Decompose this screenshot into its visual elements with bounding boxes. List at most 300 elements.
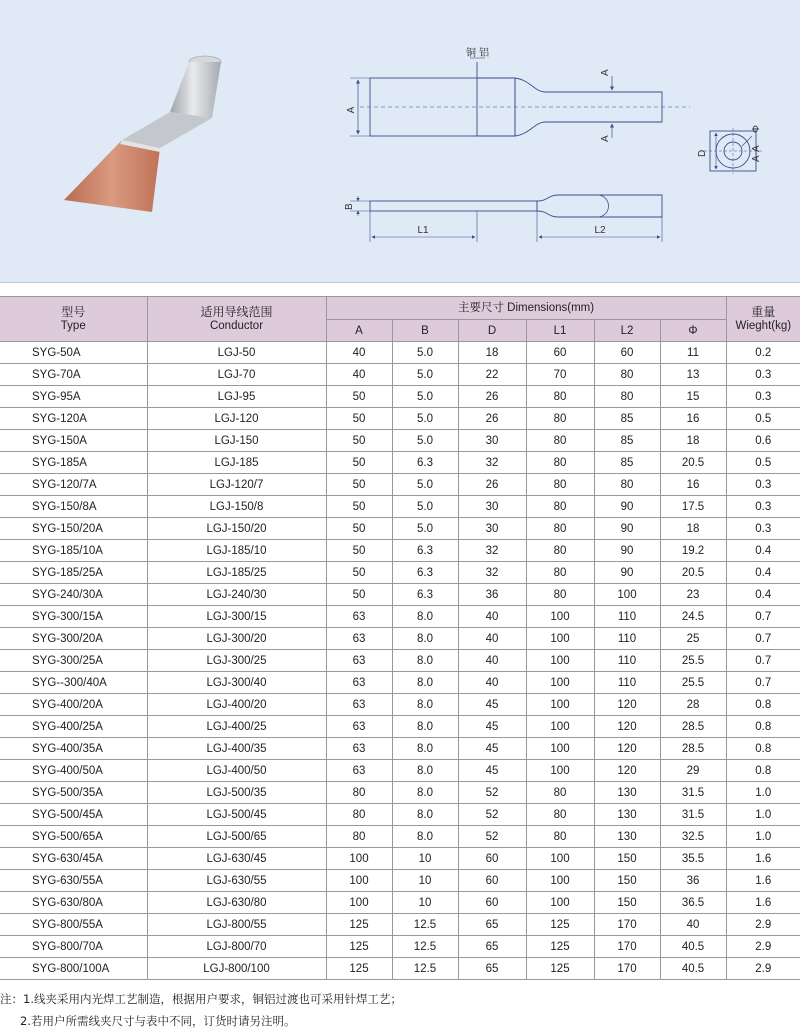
dim-l1-cell: 100 xyxy=(526,716,594,738)
dim-l1-cell: 80 xyxy=(526,430,594,452)
dim-a-cell: 125 xyxy=(326,936,392,958)
conductor-cell: LGJ-500/35 xyxy=(147,782,326,804)
dim-d-cell: 52 xyxy=(458,804,526,826)
conductor-cell: LGJ-300/15 xyxy=(147,606,326,628)
dim-b-cell: 8.0 xyxy=(392,804,458,826)
conductor-cell: LGJ-500/65 xyxy=(147,826,326,848)
dim-b-cell: 6.3 xyxy=(392,562,458,584)
conductor-cell: LGJ-630/80 xyxy=(147,892,326,914)
header-dim-d: D xyxy=(458,320,526,342)
dim-b-cell: 10 xyxy=(392,892,458,914)
table-row xyxy=(0,606,800,628)
header-dim-a: A xyxy=(326,320,392,342)
dim-b-cell: 12.5 xyxy=(392,958,458,980)
dim-a-cell: 125 xyxy=(326,914,392,936)
type-cell: SYG-300/20A xyxy=(0,628,147,650)
conductor-cell: LGJ-150/20 xyxy=(147,518,326,540)
conductor-cell: LGJ-50 xyxy=(147,342,326,364)
type-cell: SYG-500/65A xyxy=(0,826,147,848)
conductor-cell: LGJ-300/20 xyxy=(147,628,326,650)
dim-l1-cell: 100 xyxy=(526,870,594,892)
table-row xyxy=(0,430,800,452)
dim-l2-cell: 85 xyxy=(594,452,660,474)
conductor-cell: LGJ-185 xyxy=(147,452,326,474)
dim-l2-cell: 150 xyxy=(594,870,660,892)
dim-l1-cell: 80 xyxy=(526,452,594,474)
weight-cell: 0.7 xyxy=(726,628,800,650)
header-weight: 重量 Wieght(kg) xyxy=(726,297,800,342)
dim-b-cell: 10 xyxy=(392,870,458,892)
conductor-cell: LGJ-400/20 xyxy=(147,694,326,716)
dim-b-cell: 8.0 xyxy=(392,782,458,804)
conductor-cell: LGJ-70 xyxy=(147,364,326,386)
type-cell: SYG-400/20A xyxy=(0,694,147,716)
dim-a-cell: 63 xyxy=(326,628,392,650)
header-dim-l1: L1 xyxy=(526,320,594,342)
table-row xyxy=(0,782,800,804)
dim-a-cell: 50 xyxy=(326,540,392,562)
table-row xyxy=(0,694,800,716)
conductor-cell: LGJ-300/40 xyxy=(147,672,326,694)
dim-l1-cell: 60 xyxy=(526,342,594,364)
type-cell: SYG-120/7A xyxy=(0,474,147,496)
type-cell: SYG-150/8A xyxy=(0,496,147,518)
dim-d-cell: 65 xyxy=(458,914,526,936)
weight-cell: 0.8 xyxy=(726,694,800,716)
dim-d-cell: 52 xyxy=(458,826,526,848)
dim-b-cell: 5.0 xyxy=(392,496,458,518)
type-cell: SYG-630/80A xyxy=(0,892,147,914)
dim-b-cell: 8.0 xyxy=(392,672,458,694)
dim-l1-cell: 100 xyxy=(526,672,594,694)
dim-b-cell: 8.0 xyxy=(392,606,458,628)
dim-b-cell: 8.0 xyxy=(392,650,458,672)
table-row xyxy=(0,958,800,980)
table-row xyxy=(0,474,800,496)
dim-phi-cell: 25.5 xyxy=(660,650,726,672)
dim-a-cell: 125 xyxy=(326,958,392,980)
dim-l2-cell: 130 xyxy=(594,782,660,804)
table-header-row xyxy=(0,297,800,320)
weight-cell: 0.8 xyxy=(726,716,800,738)
weight-cell: 0.3 xyxy=(726,518,800,540)
type-cell: SYG-300/25A xyxy=(0,650,147,672)
dim-b-cell: 8.0 xyxy=(392,694,458,716)
dim-l2-cell: 85 xyxy=(594,430,660,452)
dim-l1-cell: 100 xyxy=(526,628,594,650)
weight-cell: 0.5 xyxy=(726,408,800,430)
dim-l1-cell: 125 xyxy=(526,936,594,958)
product-drawing xyxy=(0,0,800,282)
header-dim-phi: Φ xyxy=(660,320,726,342)
dim-d-cell: 26 xyxy=(458,386,526,408)
label-dimension-a: A xyxy=(346,106,357,114)
dim-b-cell: 12.5 xyxy=(392,936,458,958)
conductor-cell: LGJ-150 xyxy=(147,430,326,452)
product-illustration-panel xyxy=(0,0,800,283)
dim-d-cell: 18 xyxy=(458,342,526,364)
dim-d-cell: 52 xyxy=(458,782,526,804)
dim-l2-cell: 90 xyxy=(594,496,660,518)
table-row xyxy=(0,518,800,540)
dim-b-cell: 8.0 xyxy=(392,826,458,848)
conductor-cell: LGJ-630/55 xyxy=(147,870,326,892)
conductor-cell: LGJ-630/45 xyxy=(147,848,326,870)
dim-l2-cell: 130 xyxy=(594,826,660,848)
type-cell: SYG-150A xyxy=(0,430,147,452)
dim-l1-cell: 80 xyxy=(526,408,594,430)
conductor-cell: LGJ-800/70 xyxy=(147,936,326,958)
dim-phi-cell: 36.5 xyxy=(660,892,726,914)
type-cell: SYG-185/25A xyxy=(0,562,147,584)
table-row xyxy=(0,584,800,606)
dim-phi-cell: 25.5 xyxy=(660,672,726,694)
table-row xyxy=(0,848,800,870)
dim-d-cell: 60 xyxy=(458,848,526,870)
dim-d-cell: 65 xyxy=(458,958,526,980)
table-row xyxy=(0,408,800,430)
dim-l1-cell: 100 xyxy=(526,760,594,782)
type-cell: SYG-50A xyxy=(0,342,147,364)
table-row xyxy=(0,914,800,936)
type-cell: SYG-800/55A xyxy=(0,914,147,936)
conductor-cell: LGJ-500/45 xyxy=(147,804,326,826)
note-line-1: 注：1.线夹采用内光焊工艺制造，根据用户要求，铜铝过渡也可采用针焊工艺； xyxy=(0,992,402,1006)
dim-l2-cell: 90 xyxy=(594,562,660,584)
conductor-cell: LGJ-95 xyxy=(147,386,326,408)
weight-cell: 0.3 xyxy=(726,386,800,408)
dim-phi-cell: 25 xyxy=(660,628,726,650)
table-row xyxy=(0,892,800,914)
weight-cell: 0.4 xyxy=(726,562,800,584)
dim-l2-cell: 170 xyxy=(594,958,660,980)
type-cell: SYG-185A xyxy=(0,452,147,474)
dim-a-cell: 63 xyxy=(326,760,392,782)
weight-cell: 1.0 xyxy=(726,804,800,826)
conductor-cell: LGJ-120 xyxy=(147,408,326,430)
weight-cell: 0.7 xyxy=(726,650,800,672)
dim-phi-cell: 23 xyxy=(660,584,726,606)
dim-d-cell: 26 xyxy=(458,408,526,430)
dim-phi-cell: 20.5 xyxy=(660,452,726,474)
table-row xyxy=(0,562,800,584)
dim-d-cell: 40 xyxy=(458,628,526,650)
dim-l1-cell: 80 xyxy=(526,826,594,848)
conductor-cell: LGJ-185/10 xyxy=(147,540,326,562)
conductor-cell: LGJ-185/25 xyxy=(147,562,326,584)
dim-l2-cell: 120 xyxy=(594,694,660,716)
dim-l1-cell: 100 xyxy=(526,848,594,870)
dim-l2-cell: 110 xyxy=(594,672,660,694)
table-row xyxy=(0,936,800,958)
dim-l1-cell: 100 xyxy=(526,694,594,716)
type-cell: SYG-95A xyxy=(0,386,147,408)
dim-phi-cell: 20.5 xyxy=(660,562,726,584)
dim-a-cell: 100 xyxy=(326,848,392,870)
header-conductor: 适用导线范围 Conductor xyxy=(147,297,326,342)
weight-cell: 0.7 xyxy=(726,672,800,694)
dim-d-cell: 22 xyxy=(458,364,526,386)
table-row xyxy=(0,540,800,562)
dim-phi-cell: 28.5 xyxy=(660,716,726,738)
dim-l2-cell: 130 xyxy=(594,804,660,826)
weight-cell: 1.6 xyxy=(726,892,800,914)
dim-phi-cell: 31.5 xyxy=(660,782,726,804)
dim-b-cell: 10 xyxy=(392,848,458,870)
dim-b-cell: 6.3 xyxy=(392,584,458,606)
weight-cell: 2.9 xyxy=(726,936,800,958)
dim-d-cell: 45 xyxy=(458,738,526,760)
dim-phi-cell: 16 xyxy=(660,474,726,496)
weight-cell: 1.6 xyxy=(726,870,800,892)
label-section-a-bottom: A xyxy=(600,135,611,142)
dim-l1-cell: 70 xyxy=(526,364,594,386)
dim-l1-cell: 80 xyxy=(526,518,594,540)
dim-phi-cell: 17.5 xyxy=(660,496,726,518)
dim-a-cell: 80 xyxy=(326,826,392,848)
weight-cell: 0.7 xyxy=(726,606,800,628)
weight-cell: 1.0 xyxy=(726,826,800,848)
dim-l2-cell: 60 xyxy=(594,342,660,364)
dim-l1-cell: 100 xyxy=(526,892,594,914)
dim-phi-cell: 11 xyxy=(660,342,726,364)
label-section-a-top: A xyxy=(600,69,611,76)
dim-l2-cell: 90 xyxy=(594,518,660,540)
dim-l1-cell: 125 xyxy=(526,914,594,936)
weight-cell: 0.3 xyxy=(726,474,800,496)
type-cell: SYG-150/20A xyxy=(0,518,147,540)
weight-cell: 0.6 xyxy=(726,430,800,452)
dim-b-cell: 5.0 xyxy=(392,430,458,452)
conductor-cell: LGJ-150/8 xyxy=(147,496,326,518)
table-row xyxy=(0,628,800,650)
dim-a-cell: 80 xyxy=(326,804,392,826)
weight-cell: 0.2 xyxy=(726,342,800,364)
weight-cell: 2.9 xyxy=(726,914,800,936)
type-cell: SYG-800/70A xyxy=(0,936,147,958)
dim-a-cell: 50 xyxy=(326,408,392,430)
conductor-cell: LGJ-800/100 xyxy=(147,958,326,980)
dim-phi-cell: 35.5 xyxy=(660,848,726,870)
dim-d-cell: 36 xyxy=(458,584,526,606)
weight-cell: 1.0 xyxy=(726,782,800,804)
dim-l2-cell: 170 xyxy=(594,914,660,936)
table-row xyxy=(0,672,800,694)
dim-d-cell: 26 xyxy=(458,474,526,496)
dim-d-cell: 65 xyxy=(458,936,526,958)
dim-b-cell: 8.0 xyxy=(392,738,458,760)
type-cell: SYG-400/50A xyxy=(0,760,147,782)
table-row xyxy=(0,826,800,848)
type-cell: SYG-300/15A xyxy=(0,606,147,628)
dim-b-cell: 8.0 xyxy=(392,716,458,738)
dim-b-cell: 5.0 xyxy=(392,364,458,386)
dim-d-cell: 60 xyxy=(458,870,526,892)
dim-a-cell: 50 xyxy=(326,496,392,518)
dim-a-cell: 50 xyxy=(326,452,392,474)
dim-l1-cell: 125 xyxy=(526,958,594,980)
dim-d-cell: 32 xyxy=(458,540,526,562)
dim-l2-cell: 85 xyxy=(594,408,660,430)
dim-phi-cell: 16 xyxy=(660,408,726,430)
dim-b-cell: 5.0 xyxy=(392,342,458,364)
header-dim-b: B xyxy=(392,320,458,342)
dim-l1-cell: 80 xyxy=(526,804,594,826)
dim-phi-cell: 36 xyxy=(660,870,726,892)
table-row xyxy=(0,342,800,364)
specification-table xyxy=(0,296,800,980)
dim-phi-cell: 18 xyxy=(660,518,726,540)
dim-phi-cell: 29 xyxy=(660,760,726,782)
conductor-cell: LGJ-800/55 xyxy=(147,914,326,936)
dim-d-cell: 32 xyxy=(458,452,526,474)
table-row xyxy=(0,716,800,738)
lug-photo xyxy=(64,56,221,212)
dim-a-cell: 63 xyxy=(326,606,392,628)
dim-d-cell: 40 xyxy=(458,650,526,672)
dim-l2-cell: 100 xyxy=(594,584,660,606)
header-type: 型号 Type xyxy=(0,297,147,342)
dim-l2-cell: 110 xyxy=(594,650,660,672)
table-row xyxy=(0,364,800,386)
dim-phi-cell: 19.2 xyxy=(660,540,726,562)
weight-cell: 0.4 xyxy=(726,540,800,562)
label-dimension-b: B xyxy=(344,203,355,210)
dim-phi-cell: 40.5 xyxy=(660,958,726,980)
dim-phi-cell: 13 xyxy=(660,364,726,386)
dim-l2-cell: 120 xyxy=(594,760,660,782)
dim-a-cell: 50 xyxy=(326,474,392,496)
dim-phi-cell: 15 xyxy=(660,386,726,408)
dim-a-cell: 40 xyxy=(326,364,392,386)
type-cell: SYG-400/25A xyxy=(0,716,147,738)
conductor-cell: LGJ-400/25 xyxy=(147,716,326,738)
dim-l1-cell: 80 xyxy=(526,474,594,496)
conductor-cell: LGJ-300/25 xyxy=(147,650,326,672)
dim-d-cell: 40 xyxy=(458,672,526,694)
label-section-a-a: A-A xyxy=(751,145,762,162)
dim-l1-cell: 80 xyxy=(526,584,594,606)
dim-l2-cell: 150 xyxy=(594,848,660,870)
dim-a-cell: 63 xyxy=(326,716,392,738)
table-row xyxy=(0,870,800,892)
dim-l1-cell: 80 xyxy=(526,496,594,518)
type-cell: SYG-70A xyxy=(0,364,147,386)
table-row xyxy=(0,452,800,474)
label-dimension-l1: L1 xyxy=(417,225,429,236)
dim-d-cell: 60 xyxy=(458,892,526,914)
dim-d-cell: 32 xyxy=(458,562,526,584)
dim-l2-cell: 120 xyxy=(594,716,660,738)
dim-l1-cell: 100 xyxy=(526,606,594,628)
dim-b-cell: 5.0 xyxy=(392,386,458,408)
weight-cell: 1.6 xyxy=(726,848,800,870)
dim-b-cell: 6.3 xyxy=(392,452,458,474)
dim-l1-cell: 80 xyxy=(526,562,594,584)
conductor-cell: LGJ-400/35 xyxy=(147,738,326,760)
dim-l2-cell: 80 xyxy=(594,386,660,408)
type-cell: SYG-500/45A xyxy=(0,804,147,826)
dim-b-cell: 5.0 xyxy=(392,408,458,430)
label-dimension-l2: L2 xyxy=(594,225,606,236)
dim-l2-cell: 170 xyxy=(594,936,660,958)
type-cell: SYG-500/35A xyxy=(0,782,147,804)
weight-cell: 0.4 xyxy=(726,584,800,606)
dim-a-cell: 50 xyxy=(326,562,392,584)
header-dimensions: 主要尺寸 Dimensions(mm) xyxy=(326,297,726,320)
dim-d-cell: 45 xyxy=(458,760,526,782)
dim-b-cell: 5.0 xyxy=(392,518,458,540)
weight-cell: 0.8 xyxy=(726,760,800,782)
weight-cell: 0.3 xyxy=(726,364,800,386)
dim-l1-cell: 100 xyxy=(526,650,594,672)
header-dim-l2: L2 xyxy=(594,320,660,342)
dim-d-cell: 45 xyxy=(458,694,526,716)
dim-d-cell: 30 xyxy=(458,496,526,518)
dim-phi-cell: 28.5 xyxy=(660,738,726,760)
type-cell: SYG-630/45A xyxy=(0,848,147,870)
conductor-cell: LGJ-400/50 xyxy=(147,760,326,782)
conductor-cell: LGJ-240/30 xyxy=(147,584,326,606)
notes-section xyxy=(0,990,800,1034)
dim-a-cell: 100 xyxy=(326,870,392,892)
dim-d-cell: 40 xyxy=(458,606,526,628)
weight-cell: 0.8 xyxy=(726,738,800,760)
table-row xyxy=(0,760,800,782)
side-view-drawing xyxy=(350,58,690,138)
dim-d-cell: 30 xyxy=(458,518,526,540)
label-dimension-d: D xyxy=(697,149,708,157)
dim-a-cell: 63 xyxy=(326,694,392,716)
dim-a-cell: 50 xyxy=(326,386,392,408)
weight-cell: 0.5 xyxy=(726,452,800,474)
dim-a-cell: 100 xyxy=(326,892,392,914)
type-cell: SYG--300/40A xyxy=(0,672,147,694)
dim-d-cell: 45 xyxy=(458,716,526,738)
dim-a-cell: 50 xyxy=(326,584,392,606)
dim-a-cell: 50 xyxy=(326,430,392,452)
dim-l2-cell: 150 xyxy=(594,892,660,914)
table-row xyxy=(0,496,800,518)
dim-l2-cell: 110 xyxy=(594,628,660,650)
type-cell: SYG-800/100A xyxy=(0,958,147,980)
type-cell: SYG-630/55A xyxy=(0,870,147,892)
dim-b-cell: 8.0 xyxy=(392,628,458,650)
note-line-2: 2.若用户所需线夹尺寸与表中不同，订货时请另注明。 xyxy=(20,1014,296,1028)
label-copper-aluminum: 铜 铝 xyxy=(466,48,490,59)
dim-a-cell: 40 xyxy=(326,342,392,364)
type-cell: SYG-120A xyxy=(0,408,147,430)
dim-l1-cell: 80 xyxy=(526,386,594,408)
dim-a-cell: 63 xyxy=(326,672,392,694)
type-cell: SYG-240/30A xyxy=(0,584,147,606)
label-dimension-phi: Φ xyxy=(751,125,762,133)
dim-l1-cell: 100 xyxy=(526,738,594,760)
table-row xyxy=(0,738,800,760)
conductor-cell: LGJ-120/7 xyxy=(147,474,326,496)
dim-b-cell: 5.0 xyxy=(392,474,458,496)
dim-phi-cell: 40 xyxy=(660,914,726,936)
type-cell: SYG-400/35A xyxy=(0,738,147,760)
dim-l2-cell: 80 xyxy=(594,474,660,496)
dim-phi-cell: 32.5 xyxy=(660,826,726,848)
dim-b-cell: 6.3 xyxy=(392,540,458,562)
dim-a-cell: 80 xyxy=(326,782,392,804)
dim-l1-cell: 80 xyxy=(526,782,594,804)
weight-cell: 0.3 xyxy=(726,496,800,518)
table-body xyxy=(0,342,800,980)
dim-b-cell: 8.0 xyxy=(392,760,458,782)
